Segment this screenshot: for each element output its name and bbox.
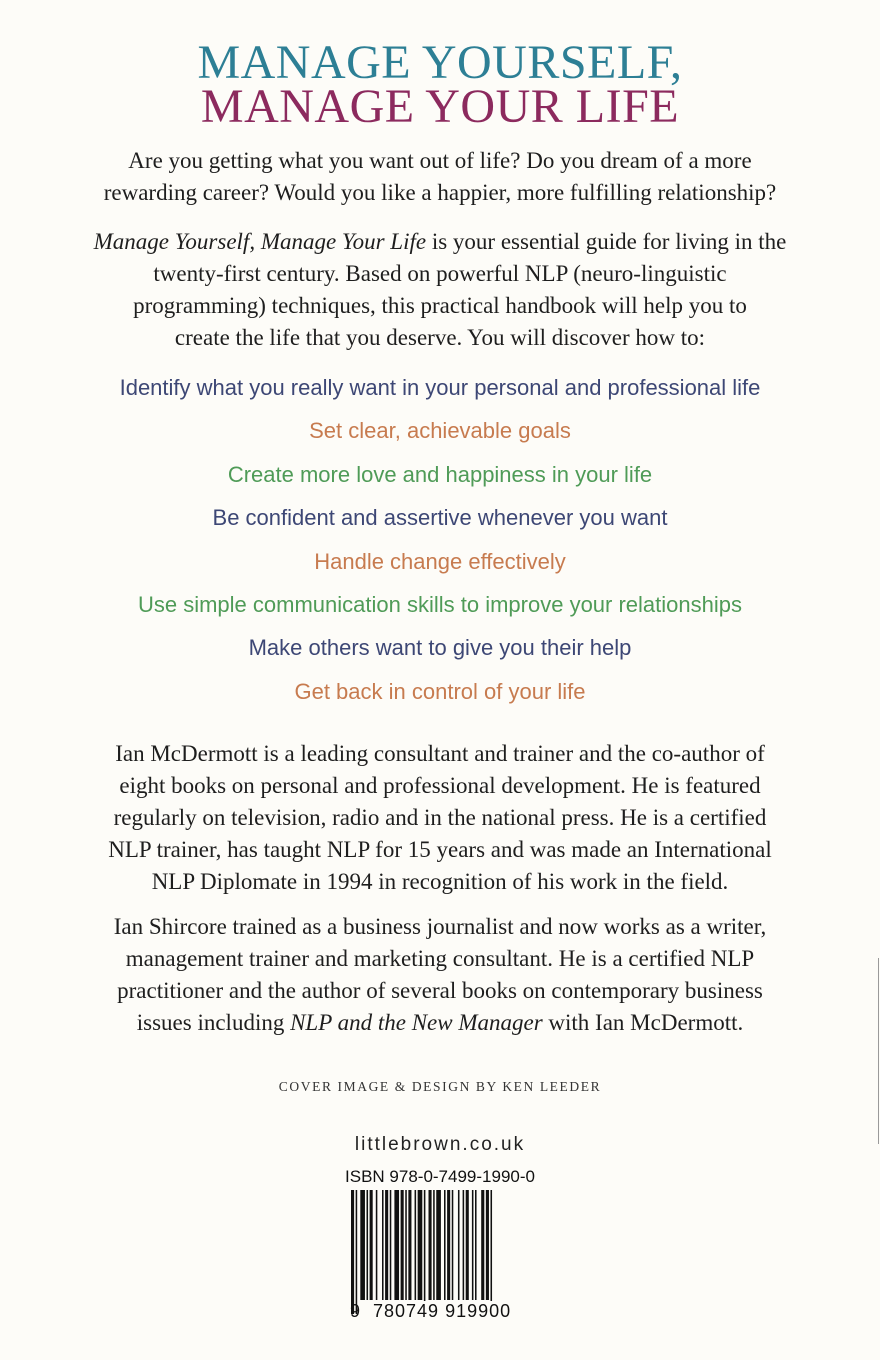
barcode-bar [472, 1190, 474, 1300]
benefit-item: Make others want to give you their help [248, 635, 632, 661]
barcode-bar [351, 1190, 354, 1314]
barcode-bar [405, 1190, 407, 1300]
bio-line-prefix: issues including [136, 1010, 291, 1035]
book-title-italic: Manage Yourself, Manage Your Life [93, 229, 427, 254]
barcode-bar [370, 1190, 373, 1300]
barcode-bar [401, 1190, 404, 1300]
barcode-bar [408, 1190, 411, 1300]
barcode-bar [385, 1190, 388, 1300]
barcode-bar [436, 1190, 441, 1300]
bio-line: NLP Diplomate in 1994 in recognition of his work in the field. [151, 869, 729, 894]
bio-line: eight books on personal and professional development. He is featured [119, 773, 761, 798]
description-line-rest: is your essential guide for living in the [426, 229, 787, 254]
barcode-bar [415, 1190, 417, 1300]
bio-line: Ian McDermott is a leading consultant and trainer and the co-author of [115, 741, 765, 766]
benefits-list [0, 366, 880, 713]
barcode-bar [356, 1190, 358, 1314]
barcode-bar [463, 1190, 465, 1300]
bio-line: regularly on television, radio and in the national press. He is a certified [113, 805, 767, 830]
book-title-italic: NLP and the New Manager [290, 1010, 543, 1035]
barcode-number: 780749 919900 [373, 1301, 512, 1321]
barcode-bar [424, 1190, 426, 1314]
benefit-item: Create more love and happiness in your life [227, 461, 653, 487]
barcode-bar [376, 1190, 378, 1300]
barcode-bar [367, 1190, 369, 1300]
description-line: programming) techniques, this practical handbook will help you to [133, 293, 747, 318]
benefit-item: Set clear, achievable goals [309, 418, 571, 444]
barcode-bar [486, 1190, 489, 1300]
benefit-item: Identify what you really want in your personal and professional life [119, 375, 761, 400]
benefit-item: Be confident and assertive whenever you want [212, 505, 668, 531]
description-line [40, 226, 840, 258]
description-line: twenty-first century. Based on powerful NLP (neuro-linguistic [153, 261, 727, 286]
barcode-bar [447, 1190, 450, 1300]
barcode-bar [418, 1190, 423, 1300]
title-line-1: MANAGE YOURSELF, [197, 36, 683, 89]
intro-line: rewarding career? Would you like a happier, more fulfilling relationship? [103, 180, 777, 205]
cover-credit: COVER IMAGE & DESIGN BY KEN LEEDER [278, 1079, 602, 1094]
barcode-bar [475, 1190, 477, 1300]
author-bio-shircore [40, 911, 840, 1039]
author-bio-mcdermott [40, 738, 840, 898]
scan-edge-line [878, 958, 879, 1144]
benefit-item: Use simple communication skills to improve your relationships [137, 591, 742, 617]
bio-line-suffix: with Ian McDermott. [542, 1010, 744, 1035]
benefit-item: Handle change effectively [314, 548, 566, 574]
benefit-item: Get back in control of your life [294, 678, 586, 704]
barcode-first-digit: 9 [350, 1301, 362, 1321]
publisher-url: littlebrown.co.uk [354, 1134, 526, 1155]
description-paragraph [40, 226, 840, 354]
bio-line [40, 1007, 840, 1039]
title-line-2: MANAGE YOUR LIFE [200, 80, 680, 133]
bio-line: NLP trainer, has taught NLP for 15 years and was made an International [108, 837, 772, 862]
barcode-bar [433, 1190, 435, 1300]
barcode-bar [491, 1190, 493, 1314]
description-line: create the life that you deserve. You will discover how to: [174, 325, 706, 350]
bio-line: management trainer and marketing consultant. He is a certified NLP [125, 946, 755, 971]
barcode-bar [444, 1190, 446, 1300]
barcode-bar [452, 1190, 454, 1300]
barcode-bar [458, 1190, 460, 1300]
barcode-bar [382, 1190, 384, 1300]
bio-line: Ian Shircore trained as a business journalist and now works as a writer, [113, 914, 767, 939]
barcode-bar [466, 1190, 469, 1300]
bio-line: practitioner and the author of several books on contemporary business [117, 978, 763, 1003]
intro-paragraph [40, 145, 840, 209]
barcode-bar [429, 1190, 432, 1300]
barcode-bar [360, 1190, 365, 1300]
intro-line: Are you getting what you want out of life? Do you dream of a more [128, 148, 752, 173]
barcode-bar [394, 1190, 399, 1300]
barcode-bar [390, 1190, 392, 1300]
barcode-bar [481, 1190, 484, 1300]
isbn-label: ISBN 978-0-7499-1990-0 [345, 1167, 535, 1186]
